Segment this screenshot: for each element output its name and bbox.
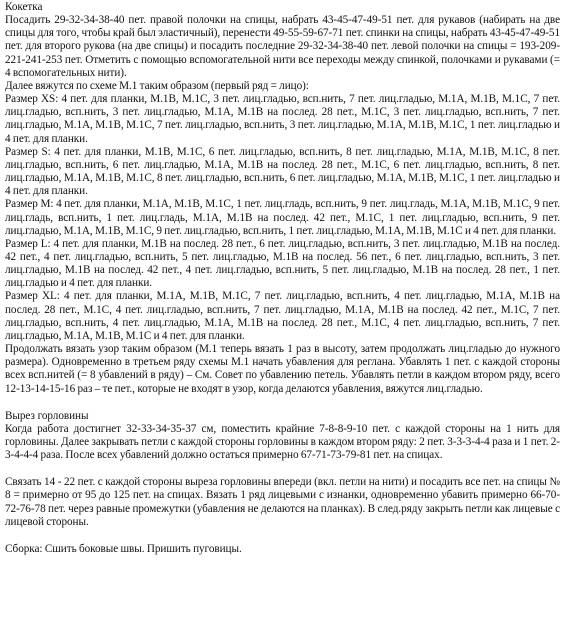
continue-pattern-paragraph: Продолжать вязать узор таким образом (М.1 теперь вязать 1 раз в высоту, затем продолжать лиц.гладью до нужного размера). Одновременно в третьем ряду схемы М.1 начать убавления для реглана. Убавлять 1 пет. с каждой стороны всех всп.нитей (= 8 убавлений в ряду) – См. Совет по убавлению петель. Убавлять петли в каждом втором ряду, всего 12-13-14-15-16 раз – те пет., которые не входят в узор, когда делаются убавления, вяжутся лиц.гладью. [5, 343, 560, 395]
neckline-paragraph: Когда работа достигнет 32-33-34-35-37 см, поместить крайние 7-8-8-9-10 пет. с каждой стороны на 1 нить для горловины. Далее закрывать петли с каждой стороны горловины в каждом втором ряду: 2 пет. 3-3-3-4-4 раза и 1 пет. 2-3-4-4-4 раза. После всех убавлений должно остаться примерно 67-71-73-79-81 пет. на спицах. [5, 422, 560, 462]
scheme-intro-line: Далее вяжутся по схеме М.1 таким образом (первый ряд = лицо): [5, 79, 309, 92]
size-xs-paragraph: Размер XS: 4 пет. для планки, М.1В, М.1С, 3 пет. лиц.гладью, всп.нить, 7 пет. лиц.гладью, М.1А, М.1В, М.1С, 7 пет. лиц.гладью, всп.нить, 3 пет. лиц.гладью, М.1А, М.1В на послед. 28 пет., М.1С, 3 пет. лиц.гладью, всп.нить, 7 пет. лиц.гладью, М.1А, М.1В, М.1С, 7 пет. лиц.гладью, всп.нить, 3 пет. лиц.гладью, М.1А, М.1В, М.1С, 1 пет. лиц.гладью и 4 пет. для планки. [5, 93, 560, 145]
size-m-paragraph: Размер М: 4 пет. для планки, М.1А, М.1В, М.1С, 1 пет. лиц.гладь, всп.нить, 9 пет. лиц.гладь, М.1А, М.1В, М.1С, 9 пет. лиц.гладь, всп.нить, 1 пет. лиц.гладь, М.1А, М.1В на послед. 42 пет., М.1С, 1 пет. лиц.гладью, всп.нить, 9 пет. лиц.гладью, М.1А, М.1В, М.1С, 9 пет. лиц.гладью, всп.нить, 1 пет. лиц.гладью, М.1А, М.1В, М.1С и 4 пет. для планки. [5, 198, 560, 237]
spacer [5, 529, 560, 543]
assembly-paragraph: Сборка: Сшить боковые швы. Пришить пуговицы. [5, 542, 242, 555]
size-s-paragraph: Размер S: 4 пет. для планки, М.1В, М.1С, 6 пет. лиц.гладью, всп.нить, 8 пет. лиц.гладью, М.1А, М.1В, М.1С, 8 пет. лиц.гладью, всп.нить, 6 пет. лиц.гладью, М.1А, М.1В на послед. 28 пет., М.1С, 6 пет. лиц.гладью, всп.нить, 8 пет. лиц.гладью, М.1А, М.1В, М.1С, 8 пет. лиц.гладью, всп.нить, 6 пет. лиц.гладью, М.1А, М.1В, М.1С, 1 пет. лиц.гладью и 4 пет. для планки. [5, 145, 560, 198]
spacer [5, 462, 560, 476]
neckline-heading: Вырез горловины [5, 409, 89, 422]
size-l-paragraph: Размер L: 4 пет. для планки, М.1В на послед. 28 пет., 6 пет. лиц.гладью, всп.нить, 3 пет. лиц.гладью, М.1В на послед. 42 пет., 4 пет. лиц.гладью, всп.нить, 5 пет. лиц.гладью, М.1В на послед. 56 пет., 6 пет. лиц.гладью, всп.нить, 3 пет. лиц.гладью, М.1В на послед. 42 пет., 4 пет. лиц.гладью, всп.нить, 5 пет. лиц.гладью, М.1В на послед. 28 пет., 1 пет. лиц.гладью и 4 пет. для планки. [5, 237, 560, 290]
spacer [5, 396, 560, 410]
size-xl-paragraph: Размер XL: 4 пет. для планки, М.1А, М.1В, М.1С, 7 пет. лиц.гладью, всп.нить, 4 пет. лиц.гладью, М.1А, М.1В на послед. 28 пет., М.1С, 4 пет. лиц.гладью, всп.нить, 7 пет. лиц.гладью, М.1А, М.1В на послед. 42 пет., М.1С, 7 пет. лиц.гладью, всп.нить, 4 пет. лиц.гладью, М.1А, М.1В на послед. 28 пет., М.1С, 4 пет. лиц.гладью, всп.нить, 7 пет. лиц.гладью, М.1А, М.1В, М.1С и 4 пет. для планки. [5, 290, 560, 342]
yoke-intro-paragraph: Посадить 29-32-34-38-40 пет. правой полочки на спицы, набрать 43-45-47-49-51 пет. для рукавов (набирать на две спицы для того, чтобы край был эластичный), перенести 49-55-59-67-71 пет. спинки на спицы, набрать 43-45-47-49-51 пет. для второго рукова (на две спицы) и посадить последние 29-32-34-38-40 пет. левой полочки на спицы = 193-209-221-241-253 пет. Отметить с помощью вспомогательной нити все переходы между спинкой, полочками и рукавами (= 4 вспомогательных нити). [5, 14, 560, 79]
finishing-paragraph: Связать 14 - 22 пет. с каждой стороны выреза горловины впереди (вкл. петли на нити) и посадить все пет. на спицы № 8 = примерно от 95 до 125 пет. на спицах. Вязать 1 ряд лицевыми с изнанки, одновременно убавить примерно 66-70-72-76-78 пет. через равные промежутки (убавления не делаются на планках). В след.ряду закрыть петли как лицевые с лицевой стороны. [5, 476, 560, 528]
yoke-heading: Кокетка [5, 1, 43, 13]
